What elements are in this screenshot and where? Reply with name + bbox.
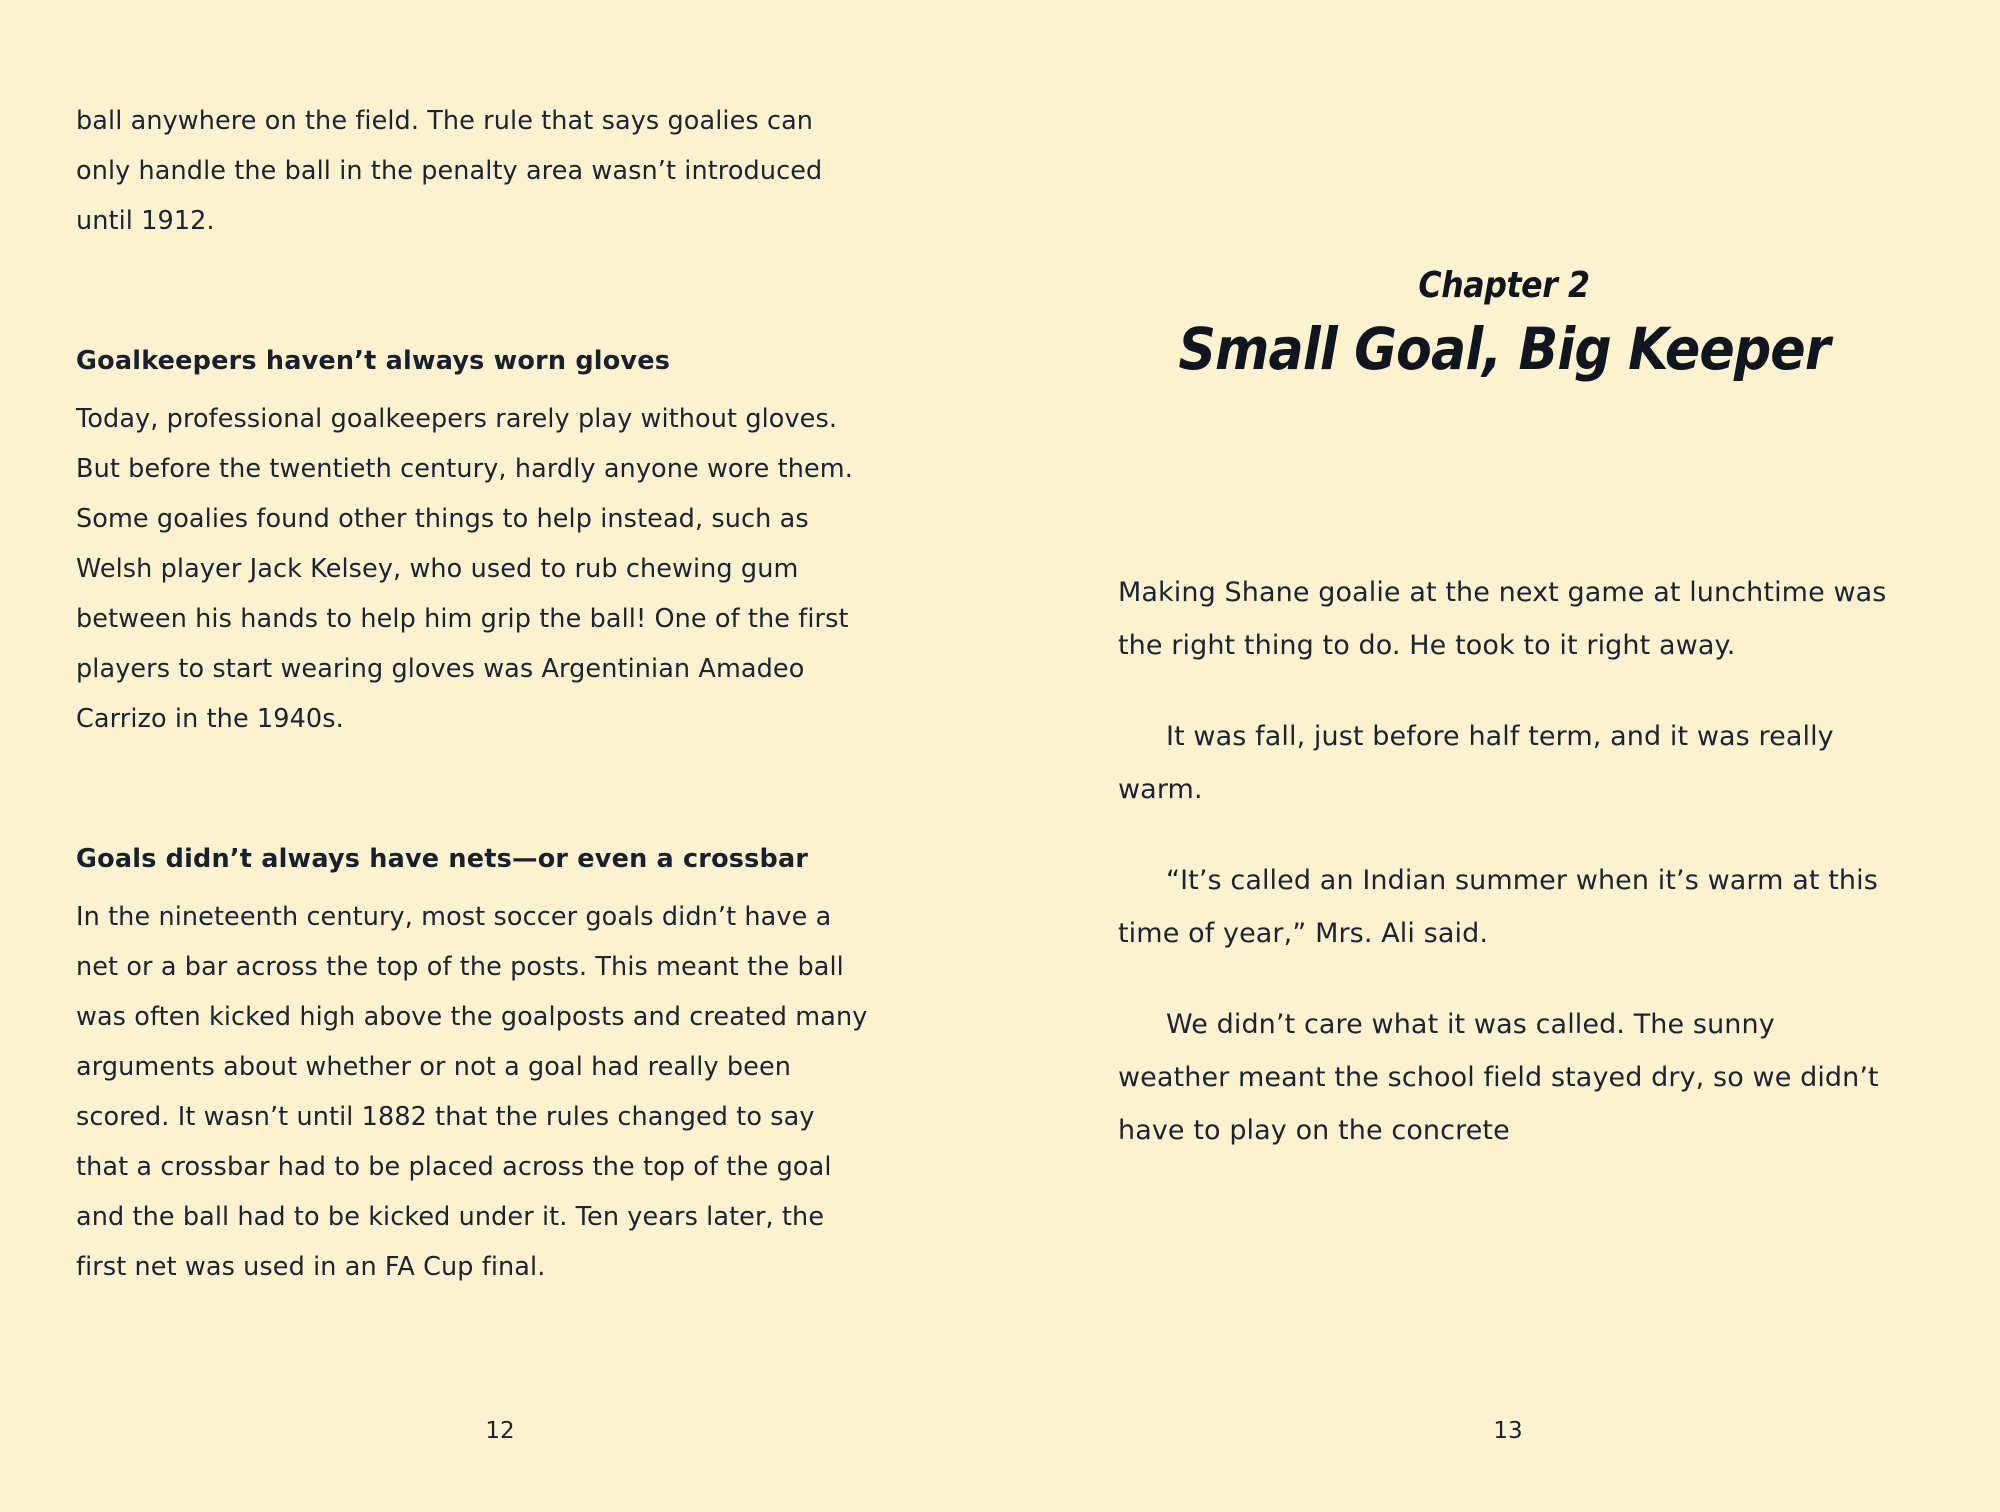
section-paragraph-nets: In the nineteenth century, most soccer goals didn’t have a net or a bar across the top of the posts. This meant the ball was often kicked high above the goalposts and created many arguments about whether or not a goal had really been scored. It wasn’t until 1882 that the rules changed to say that a crossbar had to be placed across the top of the goal and the ball had to be kicked under it. Ten years later, the first net was used in an FA Cup final. [76, 902, 868, 1282]
chapter-body [1118, 566, 1890, 1157]
chapter-title: Small Goal, Big Keeper [1178, 315, 1830, 383]
chapter-paragraph-4: We didn’t care what it was called. The sunny weather meant the school field stayed dry, so we didn’t have to play on the concrete [1118, 1009, 1879, 1146]
section-paragraph-gloves: Today, professional goalkeepers rarely play without gloves. But before the twentieth century, hardly anyone wore them. Some goalies found other things to help instead, such as Welsh player Jack Kelsey, who used to rub chewing gum between his hands to help him grip the ball! One of the first players to start wearing gloves was Argentinian Amadeo Carrizo in the 1940s. [76, 404, 853, 734]
continued-paragraph: ball anywhere on the field. The rule that says goalies can only handle the ball in the penalty area wasn’t introduced until 1912. [76, 106, 823, 236]
chapter-paragraph-3: “It’s called an Indian summer when it’s warm at this time of year,” Mrs. Ali said. [1118, 865, 1878, 949]
page-number-right: 13 [1493, 1418, 1523, 1444]
chapter-paragraph-1: Making Shane goalie at the next game at lunchtime was the right thing to do. He took to it right away. [1118, 577, 1887, 661]
section-spacer-2 [76, 778, 870, 836]
section-spacer [76, 280, 870, 338]
chapter-opener [1118, 264, 1890, 384]
page-right [1000, 0, 2000, 1512]
section-heading-gloves: Goalkeepers haven’t always worn gloves [76, 346, 671, 376]
page-number-left: 12 [485, 1418, 515, 1444]
chapter-label: Chapter 2 [1418, 265, 1590, 306]
chapter-paragraph-2: It was fall, just before half term, and it was really warm. [1118, 721, 1834, 805]
section-heading-nets: Goals didn’t always have nets—or even a crossbar [76, 844, 809, 874]
